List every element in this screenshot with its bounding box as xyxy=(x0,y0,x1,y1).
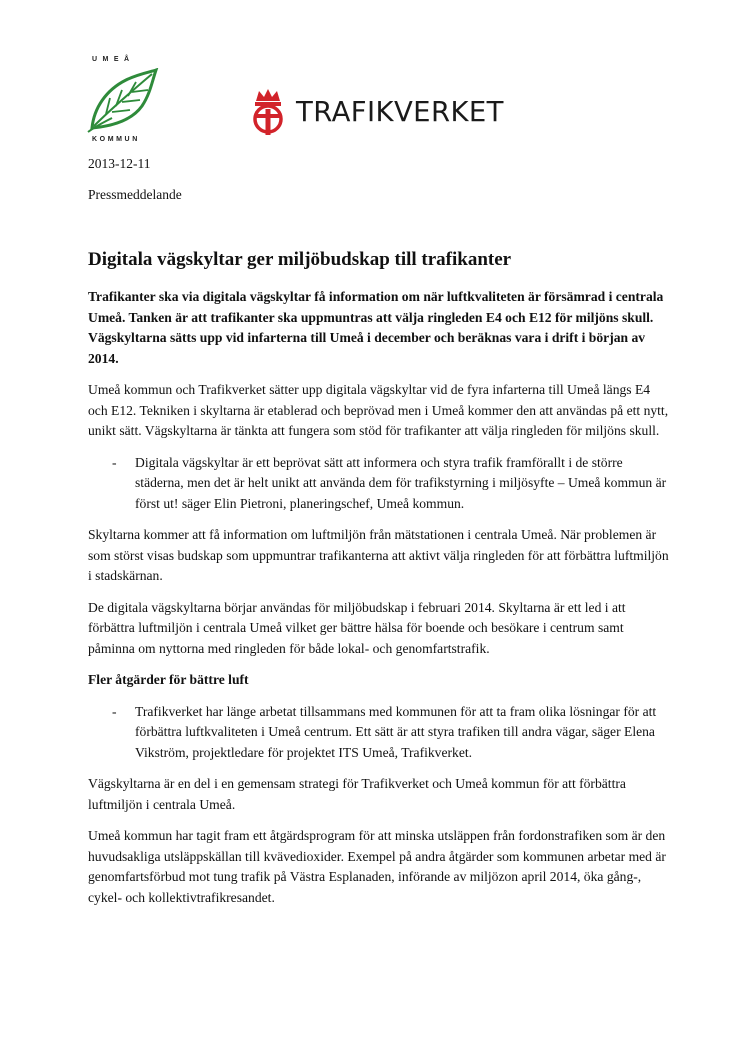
umea-logo-bottom-text: KOMMUN xyxy=(92,136,140,143)
trafikverket-logo xyxy=(248,86,504,138)
body-paragraph-2: Skyltarna kommer att få information om luftmiljön från mätstationen i centrala Umeå. När problemen är som störst visas budskap som uppmuntrar trafikanterna att aktivt välja ringleden för att förbättra luftmiljön i stadskärnan. xyxy=(88,527,669,583)
body-paragraph-5: Umeå kommun har tagit fram ett åtgärdsprogram för att minska utsläppen från fordonstrafiken som är den huvudsakliga utsläppskällan till kvävedioxider. Exempel på andra åtgärder som kommunen arbetar med är genomfartsförbud mot tung trafik på Västra Esplanaden, införande av miljözon april 2014, öka gång-, cykel- och kollektivtrafikresandet. xyxy=(88,828,666,905)
umea-kommun-logo xyxy=(80,56,164,152)
subheading: Fler åtgärder för bättre luft xyxy=(88,672,249,687)
article-body xyxy=(88,287,670,919)
lead-paragraph: Trafikanter ska via digitala vägskyltar få information om när luftkvaliteten är försämrad i centrala Umeå. Tanken är att trafikanter ska uppmuntras att välja ringleden E4 och E12 för miljöns skull. Vägskyltarna sätts upp vid infarterna till Umeå i december och beräknas vara i drift i början av 2014. xyxy=(88,289,664,366)
leaf-icon xyxy=(86,68,160,134)
body-paragraph-4: Vägskyltarna är en del i en gemensam strategi för Trafikverket och Umeå kommun för att förbättra luftmiljön i centrala Umeå. xyxy=(88,776,626,812)
quote-item-1 xyxy=(88,453,670,515)
body-paragraph-3: De digitala vägskyltarna börjar användas för miljöbudskap i februari 2014. Skyltarna är ett led i att förbättra luftmiljön i centrala Umeå vilket ger bättre hälsa för boende och besökare i centrum samt påminna om nyttorna med ringleden för både lokal- och genomfartstrafik. xyxy=(88,599,626,656)
quote-text-2: Trafikverket har länge arbetat tillsammans med kommunen för att ta fram olika lösningar för att förbättra luftkvaliteten i Umeå centrum. Ett sätt är att styra trafiken till andra vägar, säger Elena Vikström, projektledare för projektet ITS Umeå, Trafikverket. xyxy=(135,703,657,760)
page-title: Digitala vägskyltar ger miljöbudskap till trafikanter xyxy=(88,249,512,270)
quote-text-1: Digitala vägskyltar är ett beprövat sätt att informera och styra trafik framförallt i de större städerna, men det är helt unikt att använda dem för trafikstyrning i miljösyfte – Umeå kommun är först ut! säger Elin Pietroni, planeringschef, Umeå kommun. xyxy=(135,454,667,511)
press-date: 2013-12-11 xyxy=(88,156,151,171)
bullet-marker: - xyxy=(112,703,117,719)
crown-emblem-icon xyxy=(248,87,288,137)
bullet-marker: - xyxy=(112,454,117,470)
umea-logo-top-text: UMEÅ xyxy=(92,56,135,63)
press-type: Pressmeddelande xyxy=(88,187,182,202)
trafikverket-wordmark: TRAFIKVERKET xyxy=(296,96,504,128)
quote-item-2 xyxy=(88,702,670,764)
body-paragraph-1: Umeå kommun och Trafikverket sätter upp digitala vägskyltar vid de fyra infarterna till Umeå längs E4 och E12. Tekniken i skyltarna är etablerad och beprövad men i Umeå kommer den att användas på ett nytt, unikt sätt. Vägskyltarna är tänkta att fungera som stöd för trafikanter att välja ringleden för miljöns skull. xyxy=(88,382,669,438)
